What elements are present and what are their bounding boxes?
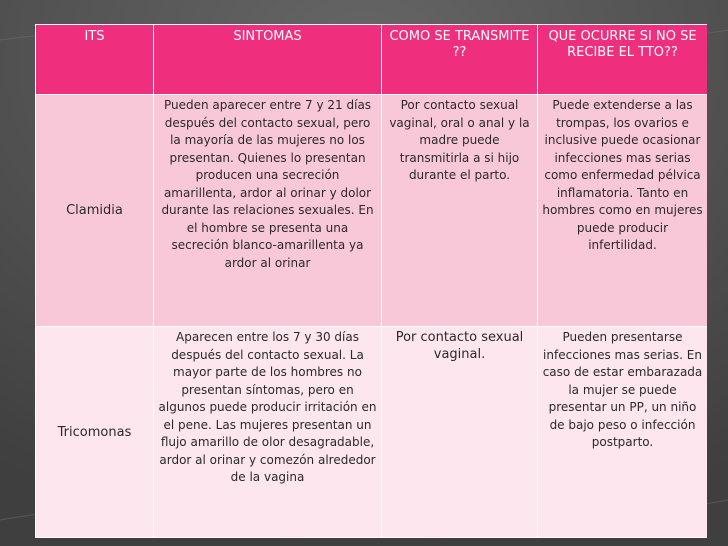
table-row (36, 95, 708, 327)
header-consecuencia: QUE OCURRE SI NO SE RECIBE EL TTO?? (538, 25, 708, 95)
cell-consecuencia: Pueden presentarse infecciones mas serias. En caso de estar embarazada la mujer se puede presentar un PP, un niño de bajo peso o infección postparto. (538, 327, 708, 538)
header-sintomas: SINTOMAS (154, 25, 382, 95)
cell-transmision: Por contacto sexual vaginal, oral o anal y la madre puede transmitirla a si hijo durante el parto. (382, 95, 538, 327)
cell-consecuencia: Puede extenderse a las trompas, los ovarios e inclusive puede ocasionar infecciones mas serias como enfermedad pélvica inflamatoria. Tanto en hombres como en mujeres puede producir infertilidad. (538, 95, 708, 327)
cell-sintomas: Pueden aparecer entre 7 y 21 días después del contacto sexual, pero la mayoría de las mujeres no los presentan. Quienes lo presentan producen una secreción amarillenta, ardor al orinar y dolor durante las relaciones sexuales. En el hombre se presenta una secreción blanco-amarillenta ya ardor al orinar (154, 95, 382, 327)
row-label-its: Tricomonas (36, 327, 154, 538)
cell-sintomas: Aparecen entre los 7 y 30 días después del contacto sexual. La mayor parte de los hombres no presentan síntomas, pero en algunos puede producir irritación en el pene. Las mujeres presentan un flujo amarillo de olor desagradable, ardor al orinar y comezón alrededor de la vagina (154, 327, 382, 538)
row-label-its: Clamidia (36, 95, 154, 327)
cell-transmision: Por contacto sexual vaginal. (382, 327, 538, 538)
table-row (36, 327, 708, 538)
header-its: ITS (36, 25, 154, 95)
header-transmision: COMO SE TRANSMITE ?? (382, 25, 538, 95)
its-table-container (35, 24, 707, 538)
table-header-row (36, 25, 708, 95)
its-table (35, 24, 707, 538)
